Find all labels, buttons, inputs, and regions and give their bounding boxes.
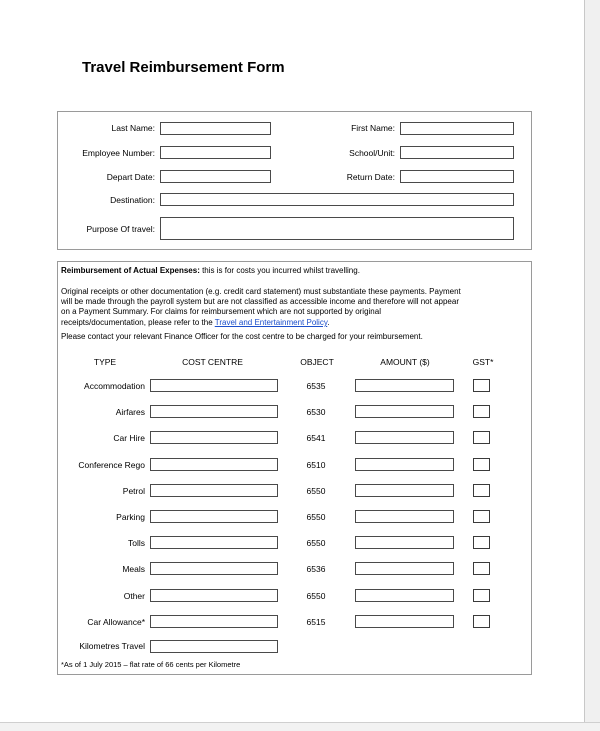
gst-checkbox[interactable]	[473, 405, 490, 418]
gst-checkbox[interactable]	[473, 484, 490, 497]
employee-number-label: Employee Number:	[82, 148, 155, 158]
amount-field[interactable]	[355, 589, 454, 602]
school-unit-label: School/Unit:	[349, 148, 395, 158]
expense-type-label: Parking	[116, 512, 145, 522]
expenses-heading-rest: this is for costs you incurred whilst travelling.	[199, 266, 360, 275]
cost-centre-field[interactable]	[150, 484, 278, 497]
gst-checkbox[interactable]	[473, 615, 490, 628]
object-code: 6550	[306, 538, 326, 548]
amount-field[interactable]	[355, 379, 454, 392]
depart-date-field[interactable]	[160, 170, 271, 183]
cost-centre-field[interactable]	[150, 379, 278, 392]
return-date-label: Return Date:	[346, 172, 395, 182]
gst-checkbox[interactable]	[473, 379, 490, 392]
destination-field[interactable]	[160, 193, 514, 206]
amount-field[interactable]	[355, 458, 454, 471]
first-name-label: First Name:	[351, 123, 395, 133]
kilometres-field[interactable]	[150, 640, 278, 653]
expense-type-label: Conference Rego	[78, 460, 145, 470]
object-code: 6550	[306, 486, 326, 496]
expense-type-label: Car Allowance*	[87, 617, 145, 627]
expense-type-label: Car Hire	[113, 433, 145, 443]
object-code: 6510	[306, 460, 326, 470]
expenses-paragraph-line-3: on a Payment Summary. For claims for reimbursement which are not supported by original	[61, 307, 381, 316]
policy-text-post: .	[327, 318, 330, 327]
cost-centre-field[interactable]	[150, 536, 278, 549]
amount-field[interactable]	[355, 510, 454, 523]
gst-checkbox[interactable]	[473, 458, 490, 471]
cost-centre-field[interactable]	[150, 405, 278, 418]
footnote: *As of 1 July 2015 – flat rate of 66 cents per Kilometre	[61, 660, 241, 669]
amount-field[interactable]	[355, 431, 454, 444]
object-code: 6550	[306, 591, 326, 601]
expenses-paragraph-line-5: Please contact your relevant Finance Officer for the cost centre to be charged for your reimbursement.	[61, 332, 423, 341]
column-header-gst: GST*	[472, 357, 494, 367]
purpose-field[interactable]	[160, 217, 514, 240]
expense-type-label: Petrol	[122, 486, 145, 496]
cost-centre-field[interactable]	[150, 589, 278, 602]
policy-link[interactable]: Travel and Entertainment Policy	[214, 318, 328, 327]
policy-text-pre: receipts/documentation, please refer to the	[61, 318, 215, 327]
amount-field[interactable]	[355, 562, 454, 575]
column-header-cost-centre: COST CENTRE	[182, 357, 243, 367]
object-code: 6535	[306, 381, 326, 391]
last-name-field[interactable]	[160, 122, 271, 135]
object-code: 6530	[306, 407, 326, 417]
gst-checkbox[interactable]	[473, 589, 490, 602]
return-date-field[interactable]	[400, 170, 514, 183]
expense-type-label: Tolls	[127, 538, 145, 548]
expenses-heading	[61, 266, 523, 276]
object-code: 6541	[306, 433, 326, 443]
cost-centre-field[interactable]	[150, 615, 278, 628]
expense-type-label: Other	[123, 591, 145, 601]
expenses-paragraph-line-2: will be made through the payroll system but are not classified as accessible income and therefore will not appear	[61, 297, 459, 306]
column-header-type: TYPE	[93, 357, 117, 367]
expenses-paragraph-line-1: Original receipts or other documentation (e.g. credit card statement) must substantiate these payments. Payment	[61, 287, 461, 296]
expense-type-label: Accommodation	[84, 381, 145, 391]
expenses-heading-bold: Reimbursement of Actual Expenses:	[61, 266, 200, 275]
expense-type-label: Meals	[122, 564, 145, 574]
depart-date-label: Depart Date:	[106, 172, 155, 182]
purpose-label: Purpose Of travel:	[86, 224, 155, 234]
page-edge	[584, 0, 600, 730]
object-code: 6536	[306, 564, 326, 574]
cost-centre-field[interactable]	[150, 510, 278, 523]
school-unit-field[interactable]	[400, 146, 514, 159]
gst-checkbox[interactable]	[473, 431, 490, 444]
object-code: 6515	[306, 617, 326, 627]
column-header-amount: AMOUNT ($)	[380, 357, 430, 367]
gst-checkbox[interactable]	[473, 510, 490, 523]
amount-field[interactable]	[355, 615, 454, 628]
expense-type-label: Airfares	[115, 407, 145, 417]
amount-field[interactable]	[355, 484, 454, 497]
cost-centre-field[interactable]	[150, 458, 278, 471]
column-header-object: OBJECT	[300, 357, 334, 367]
destination-label: Destination:	[110, 195, 155, 205]
object-code: 6550	[306, 512, 326, 522]
amount-field[interactable]	[355, 405, 454, 418]
last-name-label: Last Name:	[111, 123, 155, 133]
expenses-paragraph-line-4	[61, 318, 523, 328]
amount-field[interactable]	[355, 536, 454, 549]
employee-number-field[interactable]	[160, 146, 271, 159]
form-title: Travel Reimbursement Form	[82, 59, 285, 76]
cost-centre-field[interactable]	[150, 431, 278, 444]
gst-checkbox[interactable]	[473, 562, 490, 575]
cost-centre-field[interactable]	[150, 562, 278, 575]
kilometres-label: Kilometres Travel	[79, 641, 145, 651]
first-name-field[interactable]	[400, 122, 514, 135]
gst-checkbox[interactable]	[473, 536, 490, 549]
